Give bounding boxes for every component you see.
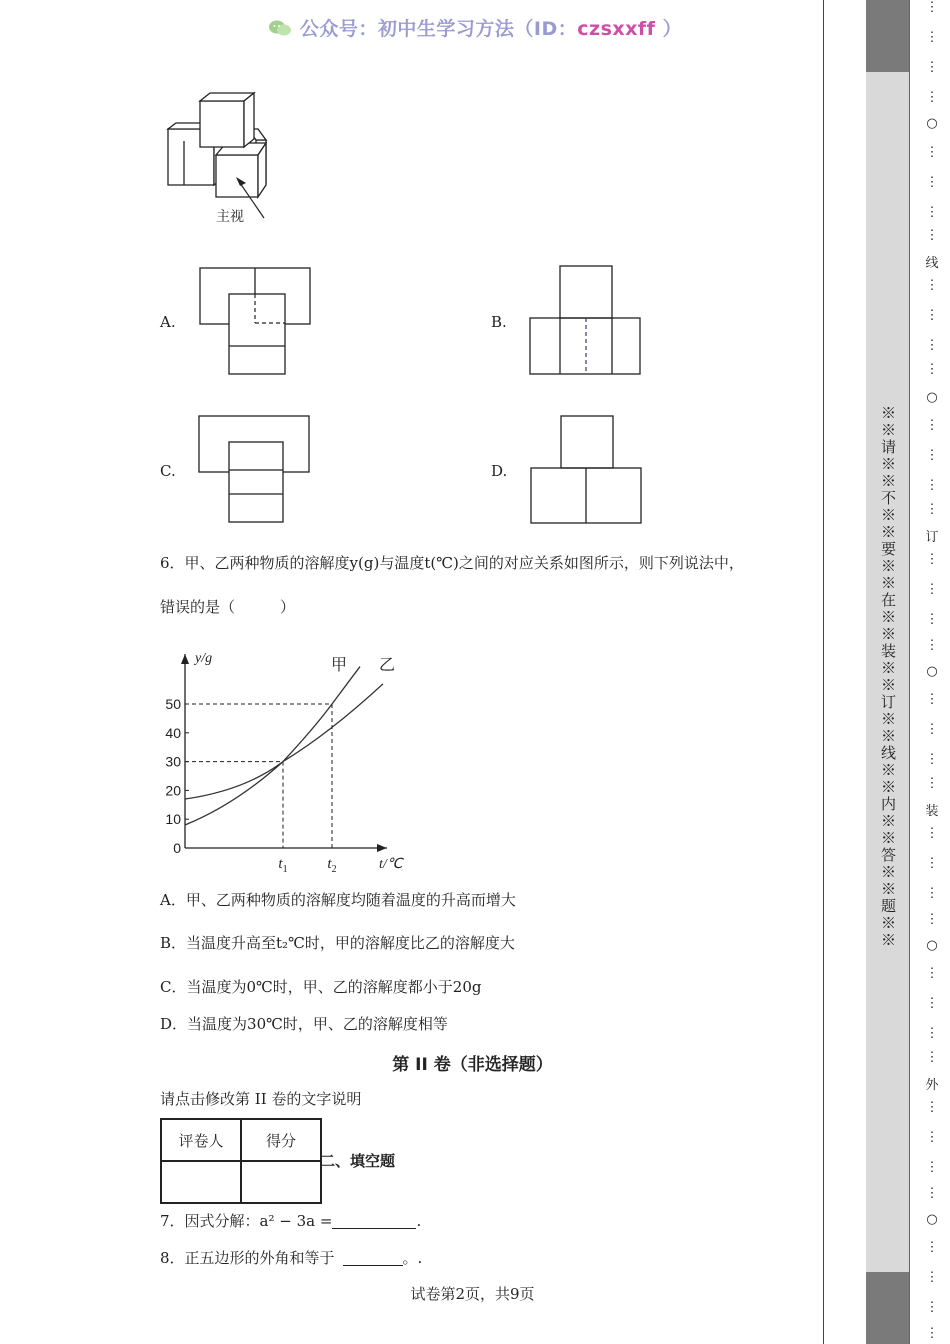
x-tick-label: $t_2$	[327, 856, 337, 875]
cube-figure	[160, 85, 280, 230]
score-table-header-score: 得分	[241, 1119, 321, 1161]
binding-line: ⋮ ⋮ ⋮ ⋮ ○ ⋮ ⋮ ⋮ ⋮ 线 ⋮ ⋮ ⋮ ⋮ ○ ⋮ ⋮ ⋮ ⋮ 订 ⋮ ⋮ ⋮ ⋮ ○ ⋮ ⋮ ⋮ ⋮ 装 ⋮ ⋮ ⋮ ⋮ ○ ⋮ ⋮ ⋮ ⋮ 外 ⋮ ⋮ ⋮ ⋮ ○ ⋮ ⋮ ⋮ ⋮	[920, 0, 944, 1344]
page-footer: 试卷第2页，共9页	[410, 1285, 535, 1303]
y-axis-label: y/g	[195, 651, 213, 666]
series-yi-label: 乙	[379, 655, 396, 674]
option-b-figure	[528, 264, 642, 376]
header-banner	[0, 14, 950, 41]
q6-option-a[interactable]: A．甲、乙两种物质的溶解度均随着温度的升高而增大	[160, 891, 516, 909]
series-jia-label: 甲	[331, 655, 348, 674]
sidebar-top-block	[866, 0, 910, 72]
binding-warning: ※※请※※不※※要※※在※※装※※订※※线※※内※※答※※题※※	[879, 405, 897, 949]
option-c-figure	[197, 414, 311, 526]
marker-ding: 订	[925, 530, 939, 545]
y-tick-label: 10	[165, 811, 181, 828]
option-d-figure	[529, 414, 643, 526]
header-prefix: 公众号：初中生学习方法（ID：	[299, 18, 578, 40]
part2-note[interactable]: 请点击修改第 II 卷的文字说明	[160, 1090, 362, 1108]
option-b-label[interactable]: B.	[491, 313, 507, 331]
margin-border	[823, 0, 824, 1344]
binding-circle: ○	[926, 1212, 938, 1227]
q8-end: 。.	[402, 1249, 423, 1267]
y-tick-label: 50	[165, 696, 181, 712]
score-table-score-cell[interactable]	[241, 1161, 321, 1203]
y-tick-label: 30	[165, 753, 181, 770]
marker-line: 线	[925, 256, 939, 271]
y-axis-arrow	[181, 654, 189, 664]
option-a-label[interactable]: A.	[160, 313, 176, 331]
q6-option-d[interactable]: D．当温度为30℃时，甲、乙的溶解度相等	[160, 1015, 448, 1033]
q7-answer-blank[interactable]	[332, 1212, 416, 1229]
binding-circle: ○	[926, 664, 938, 679]
option-c-label[interactable]: C.	[160, 462, 176, 480]
section-fill-blank: 二、填空题	[320, 1152, 396, 1170]
y-tick-label: 20	[165, 782, 181, 799]
score-table	[160, 1118, 322, 1204]
y-tick-label: 0	[173, 840, 181, 856]
q6-stem-line2: 错误的是（ ）	[160, 598, 296, 616]
q7-end: .	[416, 1212, 422, 1230]
option-d-label[interactable]: D.	[491, 462, 508, 480]
marker-wai: 外	[925, 1078, 939, 1093]
solubility-chart	[155, 642, 415, 877]
binding-circle: ○	[926, 116, 938, 131]
series-jia-line	[185, 667, 360, 825]
sidebar-edge	[909, 0, 910, 1344]
x-tick-label: $t_1$	[278, 856, 288, 875]
sidebar-bottom-block	[866, 1272, 910, 1344]
option-a-figure	[198, 266, 312, 376]
view-label: 主视	[216, 209, 244, 225]
score-table-grader-cell[interactable]	[161, 1161, 241, 1203]
series-yi-line	[185, 684, 383, 799]
x-axis-label: t/℃	[379, 857, 403, 872]
q7	[160, 1211, 421, 1231]
binding-circle: ○	[926, 390, 938, 405]
score-table-header-grader: 评卷人	[161, 1119, 241, 1161]
q7-text: 7．因式分解：a² − 3a =	[160, 1212, 333, 1230]
q6-stem-line1: 6．甲、乙两种物质的溶解度y(g)与温度t(℃)之间的对应关系如图所示，则下列说法中，	[160, 554, 744, 572]
binding-circle: ○	[926, 938, 938, 953]
q8-answer-blank[interactable]	[343, 1249, 403, 1266]
q8-text: 8．正五边形的外角和等于	[160, 1249, 335, 1267]
q8	[160, 1248, 422, 1268]
q6-option-c[interactable]: C．当温度为0℃时，甲、乙的溶解度都小于20g	[160, 978, 482, 996]
marker-zhuang: 装	[925, 804, 939, 819]
part2-title: 第 II 卷（非选择题）	[392, 1055, 553, 1075]
header-id: czsxxff	[577, 18, 656, 40]
q6-option-b[interactable]: B．当温度升高至t₂℃时，甲的溶解度比乙的溶解度大	[160, 934, 515, 952]
wechat-icon	[268, 19, 292, 37]
x-axis-arrow	[377, 844, 387, 852]
header-suffix: ）	[655, 18, 683, 40]
y-tick-label: 40	[165, 724, 181, 741]
guide-t2	[185, 704, 332, 848]
